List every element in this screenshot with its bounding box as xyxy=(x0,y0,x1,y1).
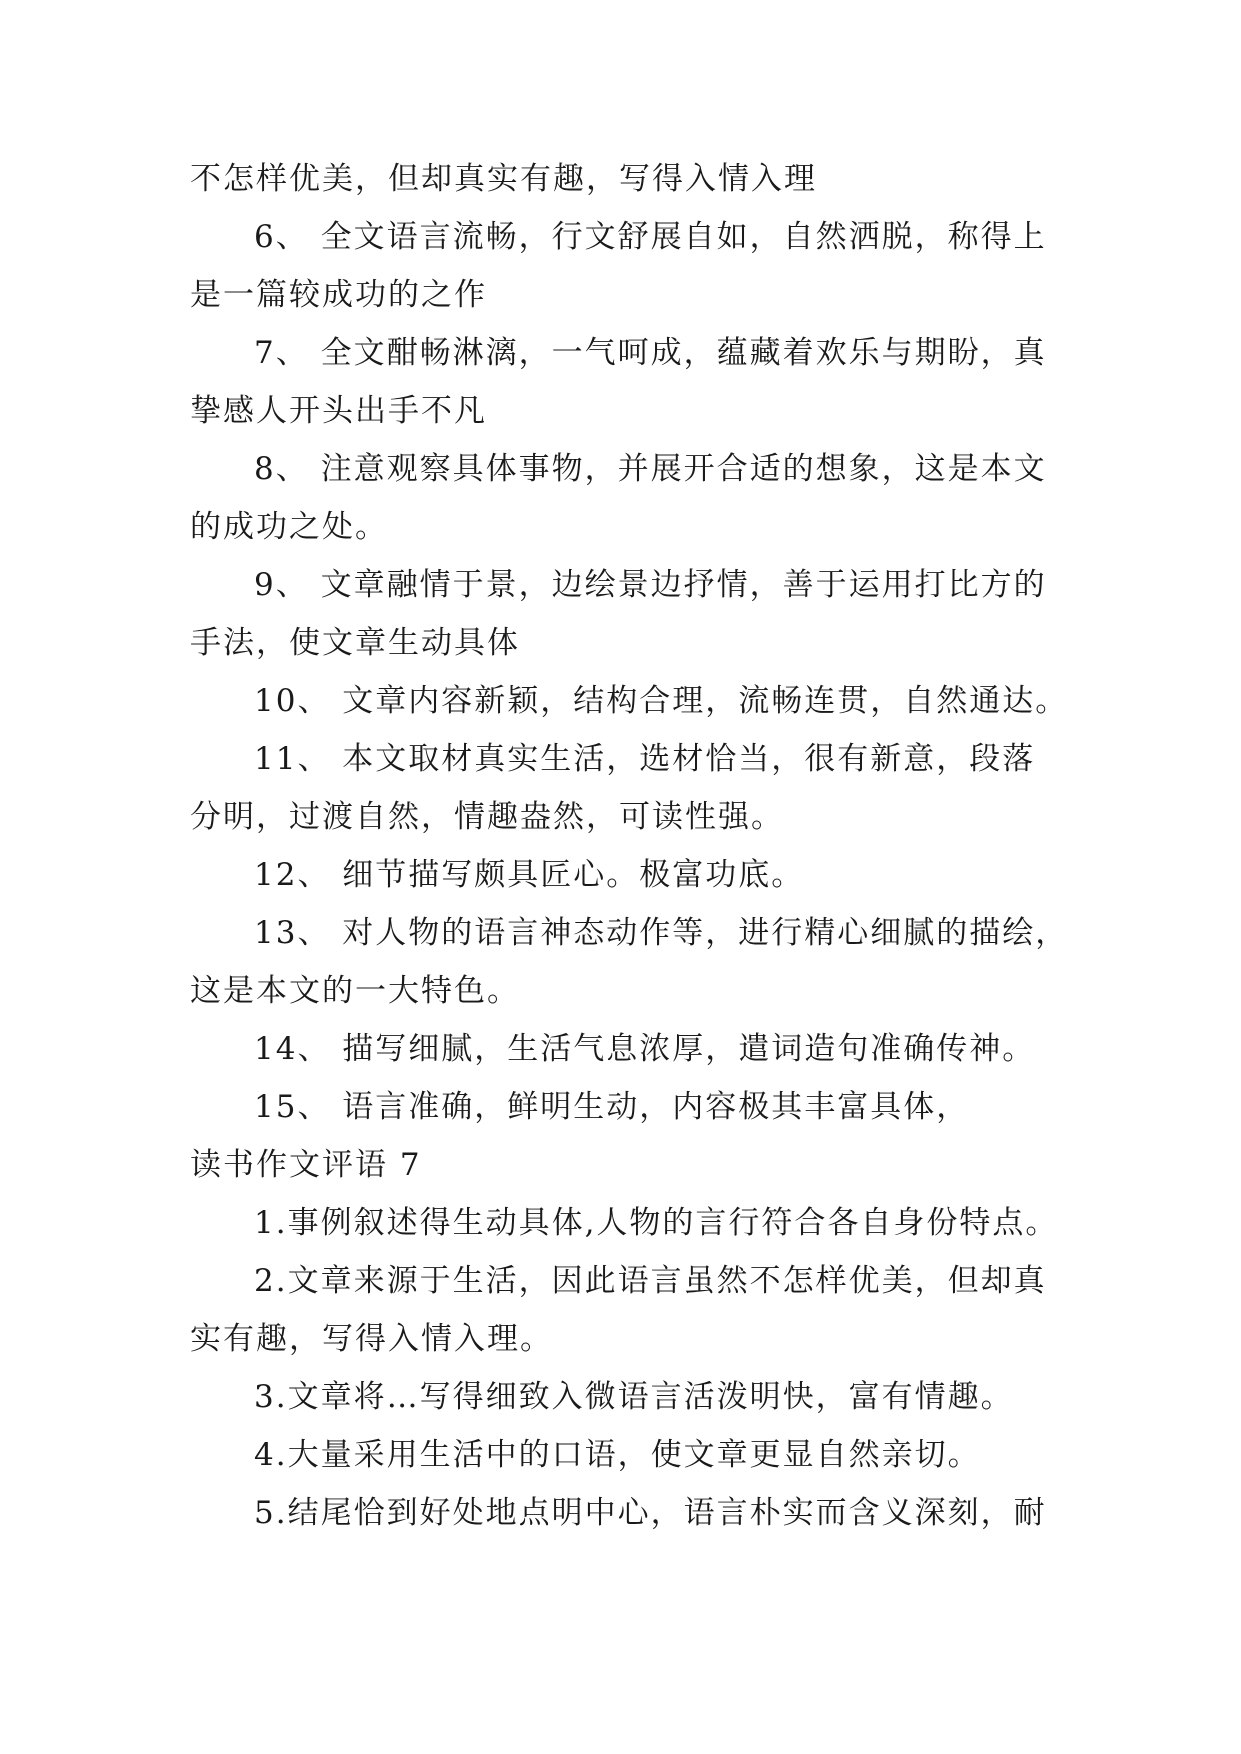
text-line: 1.事例叙述得生动具体,人物的言行符合各自身份特点。 xyxy=(254,1205,1059,1241)
text-line: 3.文章将…写得细致入微语言活泼明快，富有情趣。 xyxy=(254,1379,1014,1415)
text-line: 不怎样优美，但却真实有趣，写得入情入理 xyxy=(190,161,817,197)
text-line: 10、 文章内容新颖，结构合理，流畅连贯，自然通达。 xyxy=(254,683,1069,719)
document-body xyxy=(190,150,1069,1542)
text-line: 7、 全文酣畅淋漓，一气呵成，蕴藏着欢乐与期盼，真 xyxy=(254,335,1047,371)
text-line: 实有趣，写得入情入理。 xyxy=(190,1321,553,1357)
text-line: 的成功之处。 xyxy=(190,509,388,545)
text-line: 5.结尾恰到好处地点明中心，语言朴实而含义深刻，耐 xyxy=(254,1495,1047,1531)
text-line: 15、 语言准确，鲜明生动，内容极其丰富具体， xyxy=(254,1089,970,1125)
text-line: 14、 描写细腻，生活气息浓厚，遣词造句准确传神。 xyxy=(254,1031,1036,1067)
text-line: 13、 对人物的语言神态动作等，进行精心细腻的描绘， xyxy=(254,915,1069,951)
section-heading: 读书作文评语 7 xyxy=(190,1147,422,1183)
text-line: 挚感人开头出手不凡 xyxy=(190,393,487,429)
text-line: 2.文章来源于生活，因此语言虽然不怎样优美，但却真 xyxy=(254,1263,1047,1299)
text-line: 分明，过渡自然，情趣盎然，可读性强。 xyxy=(190,799,784,835)
text-line: 8、 注意观察具体事物，并展开合适的想象，这是本文 xyxy=(254,451,1047,487)
text-line: 4.大量采用生活中的口语，使文章更显自然亲切。 xyxy=(254,1437,981,1473)
text-line: 11、 本文取材真实生活，选材恰当，很有新意，段落 xyxy=(254,741,1036,777)
text-line: 是一篇较成功的之作 xyxy=(190,277,487,313)
text-line: 12、 细节描写颇具匠心。极富功底。 xyxy=(254,857,805,893)
text-line: 手法，使文章生动具体 xyxy=(190,625,520,661)
text-line: 这是本文的一大特色。 xyxy=(190,973,520,1009)
text-line: 9、 文章融情于景，边绘景边抒情，善于运用打比方的 xyxy=(254,567,1047,603)
text-line: 6、 全文语言流畅，行文舒展自如，自然洒脱，称得上 xyxy=(254,219,1047,255)
